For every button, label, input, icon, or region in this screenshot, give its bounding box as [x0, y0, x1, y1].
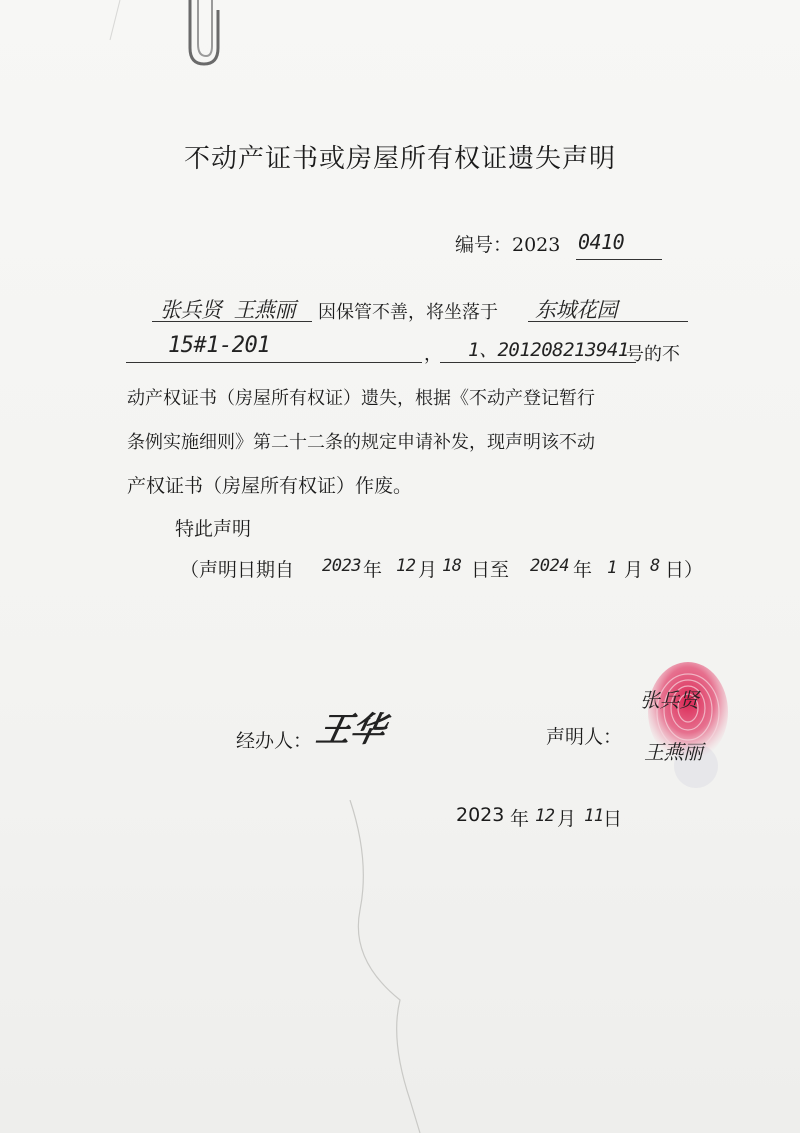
period-close: 日）	[665, 559, 704, 581]
period-year-text-2: 年	[573, 559, 593, 581]
period-open: （声明日期自	[180, 559, 295, 581]
date-day-text: 日	[603, 808, 623, 830]
owner-names: 张兵贤 王燕丽	[160, 298, 296, 322]
address-underline	[126, 362, 422, 363]
statement-line-4: 条例实施细则》第二十二条的规定申请补发，现声明该不动	[127, 432, 595, 453]
serial-number-handwritten: 0410	[578, 230, 625, 254]
property-location: 东城花园	[535, 298, 617, 322]
certificate-underline	[440, 362, 636, 363]
comma-text: ，	[424, 344, 442, 365]
fingerprint-stamp	[636, 656, 736, 796]
statement-line-5: 产权证书（房屋所有权证）作废。	[127, 475, 413, 497]
serial-number-label: 编号：2023	[455, 234, 561, 256]
paper-crease	[340, 800, 460, 1133]
period-end-year: 2024	[530, 556, 569, 576]
period-start-year: 2023	[322, 556, 361, 576]
date-month: 12	[535, 806, 555, 826]
date-day: 11	[584, 806, 604, 826]
period-month-text-1: 月	[418, 559, 438, 581]
date-month-text: 月	[557, 808, 577, 830]
location-underline	[528, 321, 688, 322]
declarant-label: 声明人：	[546, 726, 623, 748]
statement-line-3: 动产权证书（房屋所有权证）遗失，根据《不动产登记暂行	[127, 388, 595, 409]
period-start-month: 12	[396, 556, 416, 576]
property-address: 15#1-201	[168, 333, 270, 358]
paper-scratch	[0, 0, 800, 140]
handler-label: 经办人：	[236, 730, 313, 752]
statement-text-b: 号的不	[626, 344, 680, 365]
period-month-text-2: 月	[624, 559, 644, 581]
period-year-text-1: 年	[363, 559, 383, 581]
statement-text-a: 因保管不善，将坐落于	[318, 302, 498, 323]
serial-underline	[576, 259, 662, 260]
date-year-text: 年	[510, 808, 530, 830]
period-end-day: 8	[650, 556, 660, 576]
date-year: 2023	[456, 804, 505, 826]
declarant-signature-1: 张兵贤	[640, 688, 699, 712]
period-start-day: 18	[442, 556, 462, 576]
declarant-signature-2: 王燕丽	[644, 740, 703, 764]
declaration-note: 特此声明	[175, 518, 252, 540]
period-end-month: 1	[607, 558, 617, 578]
page-title: 不动产证书或房屋所有权证遗失声明	[183, 144, 616, 174]
certificate-number: 1、201208213941	[468, 339, 629, 361]
owner-underline	[152, 321, 312, 322]
handler-signature: 王华	[313, 710, 389, 750]
period-to-text: 日至	[471, 559, 510, 581]
